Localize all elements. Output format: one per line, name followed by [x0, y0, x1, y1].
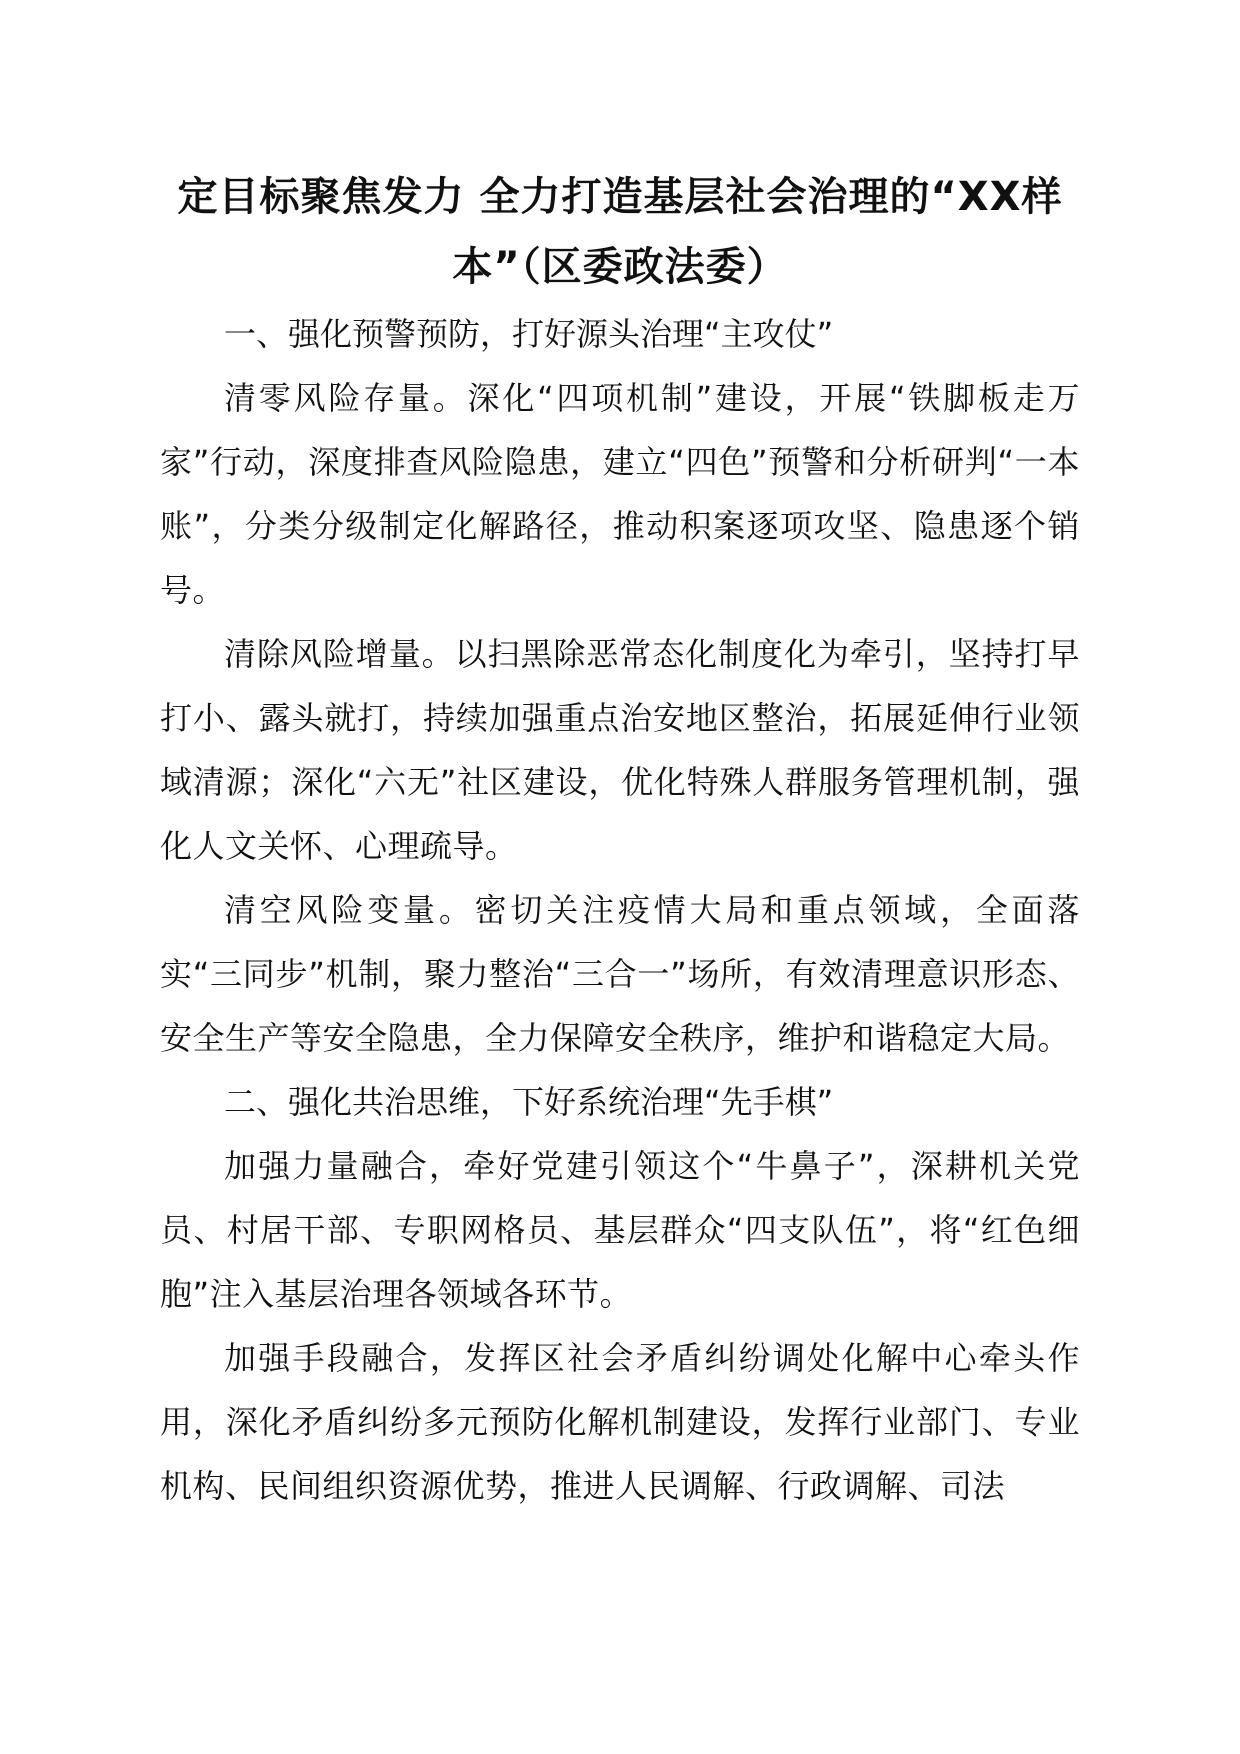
section-heading-1: 一、强化预警预防，打好源头治理“主攻仗” — [224, 315, 834, 353]
paragraph-2-1: 加强力量融合，牵好党建引领这个“牛鼻子”，深耕机关党员、村居干部、专职网格员、基层群众“四支队伍”，将“红色细胞”注入基层治理各领域各环节。 — [160, 1147, 1080, 1313]
paragraph-2-2: 加强手段融合，发挥区社会矛盾纠纷调处化解中心牵头作用，深化矛盾纠纷多元预防化解机制建设，发挥行业部门、专业机构、民间组织资源优势，推进人民调解、行政调解、司法 — [160, 1339, 1080, 1505]
section-heading-2: 二、强化共治思维，下好系统治理“先手棋” — [224, 1083, 834, 1121]
document-body — [160, 162, 1080, 1518]
document-title: 定目标聚焦发力 全力打造基层社会治理的“XX样本”（区委政法委） — [177, 174, 1063, 290]
paragraph-1-1: 清零风险存量。深化“四项机制”建设，开展“铁脚板走万家”行动，深度排查风险隐患，建立“四色”预警和分析研判“一本账”，分类分级制定化解路径，推动积案逐项攻坚、隐患逐个销号。 — [160, 379, 1080, 609]
paragraph-1-3: 清空风险变量。密切关注疫情大局和重点领域，全面落实“三同步”机制，聚力整治“三合一”场所，有效清理意识形态、安全生产等安全隐患，全力保障安全秩序，维护和谐稳定大局。 — [160, 891, 1080, 1057]
paragraph-1-2: 清除风险增量。以扫黑除恶常态化制度化为牵引，坚持打早打小、露头就打，持续加强重点治安地区整治，拓展延伸行业领域清源；深化“六无”社区建设，优化特殊人群服务管理机制，强化人文关怀、心理疏导。 — [160, 635, 1080, 865]
